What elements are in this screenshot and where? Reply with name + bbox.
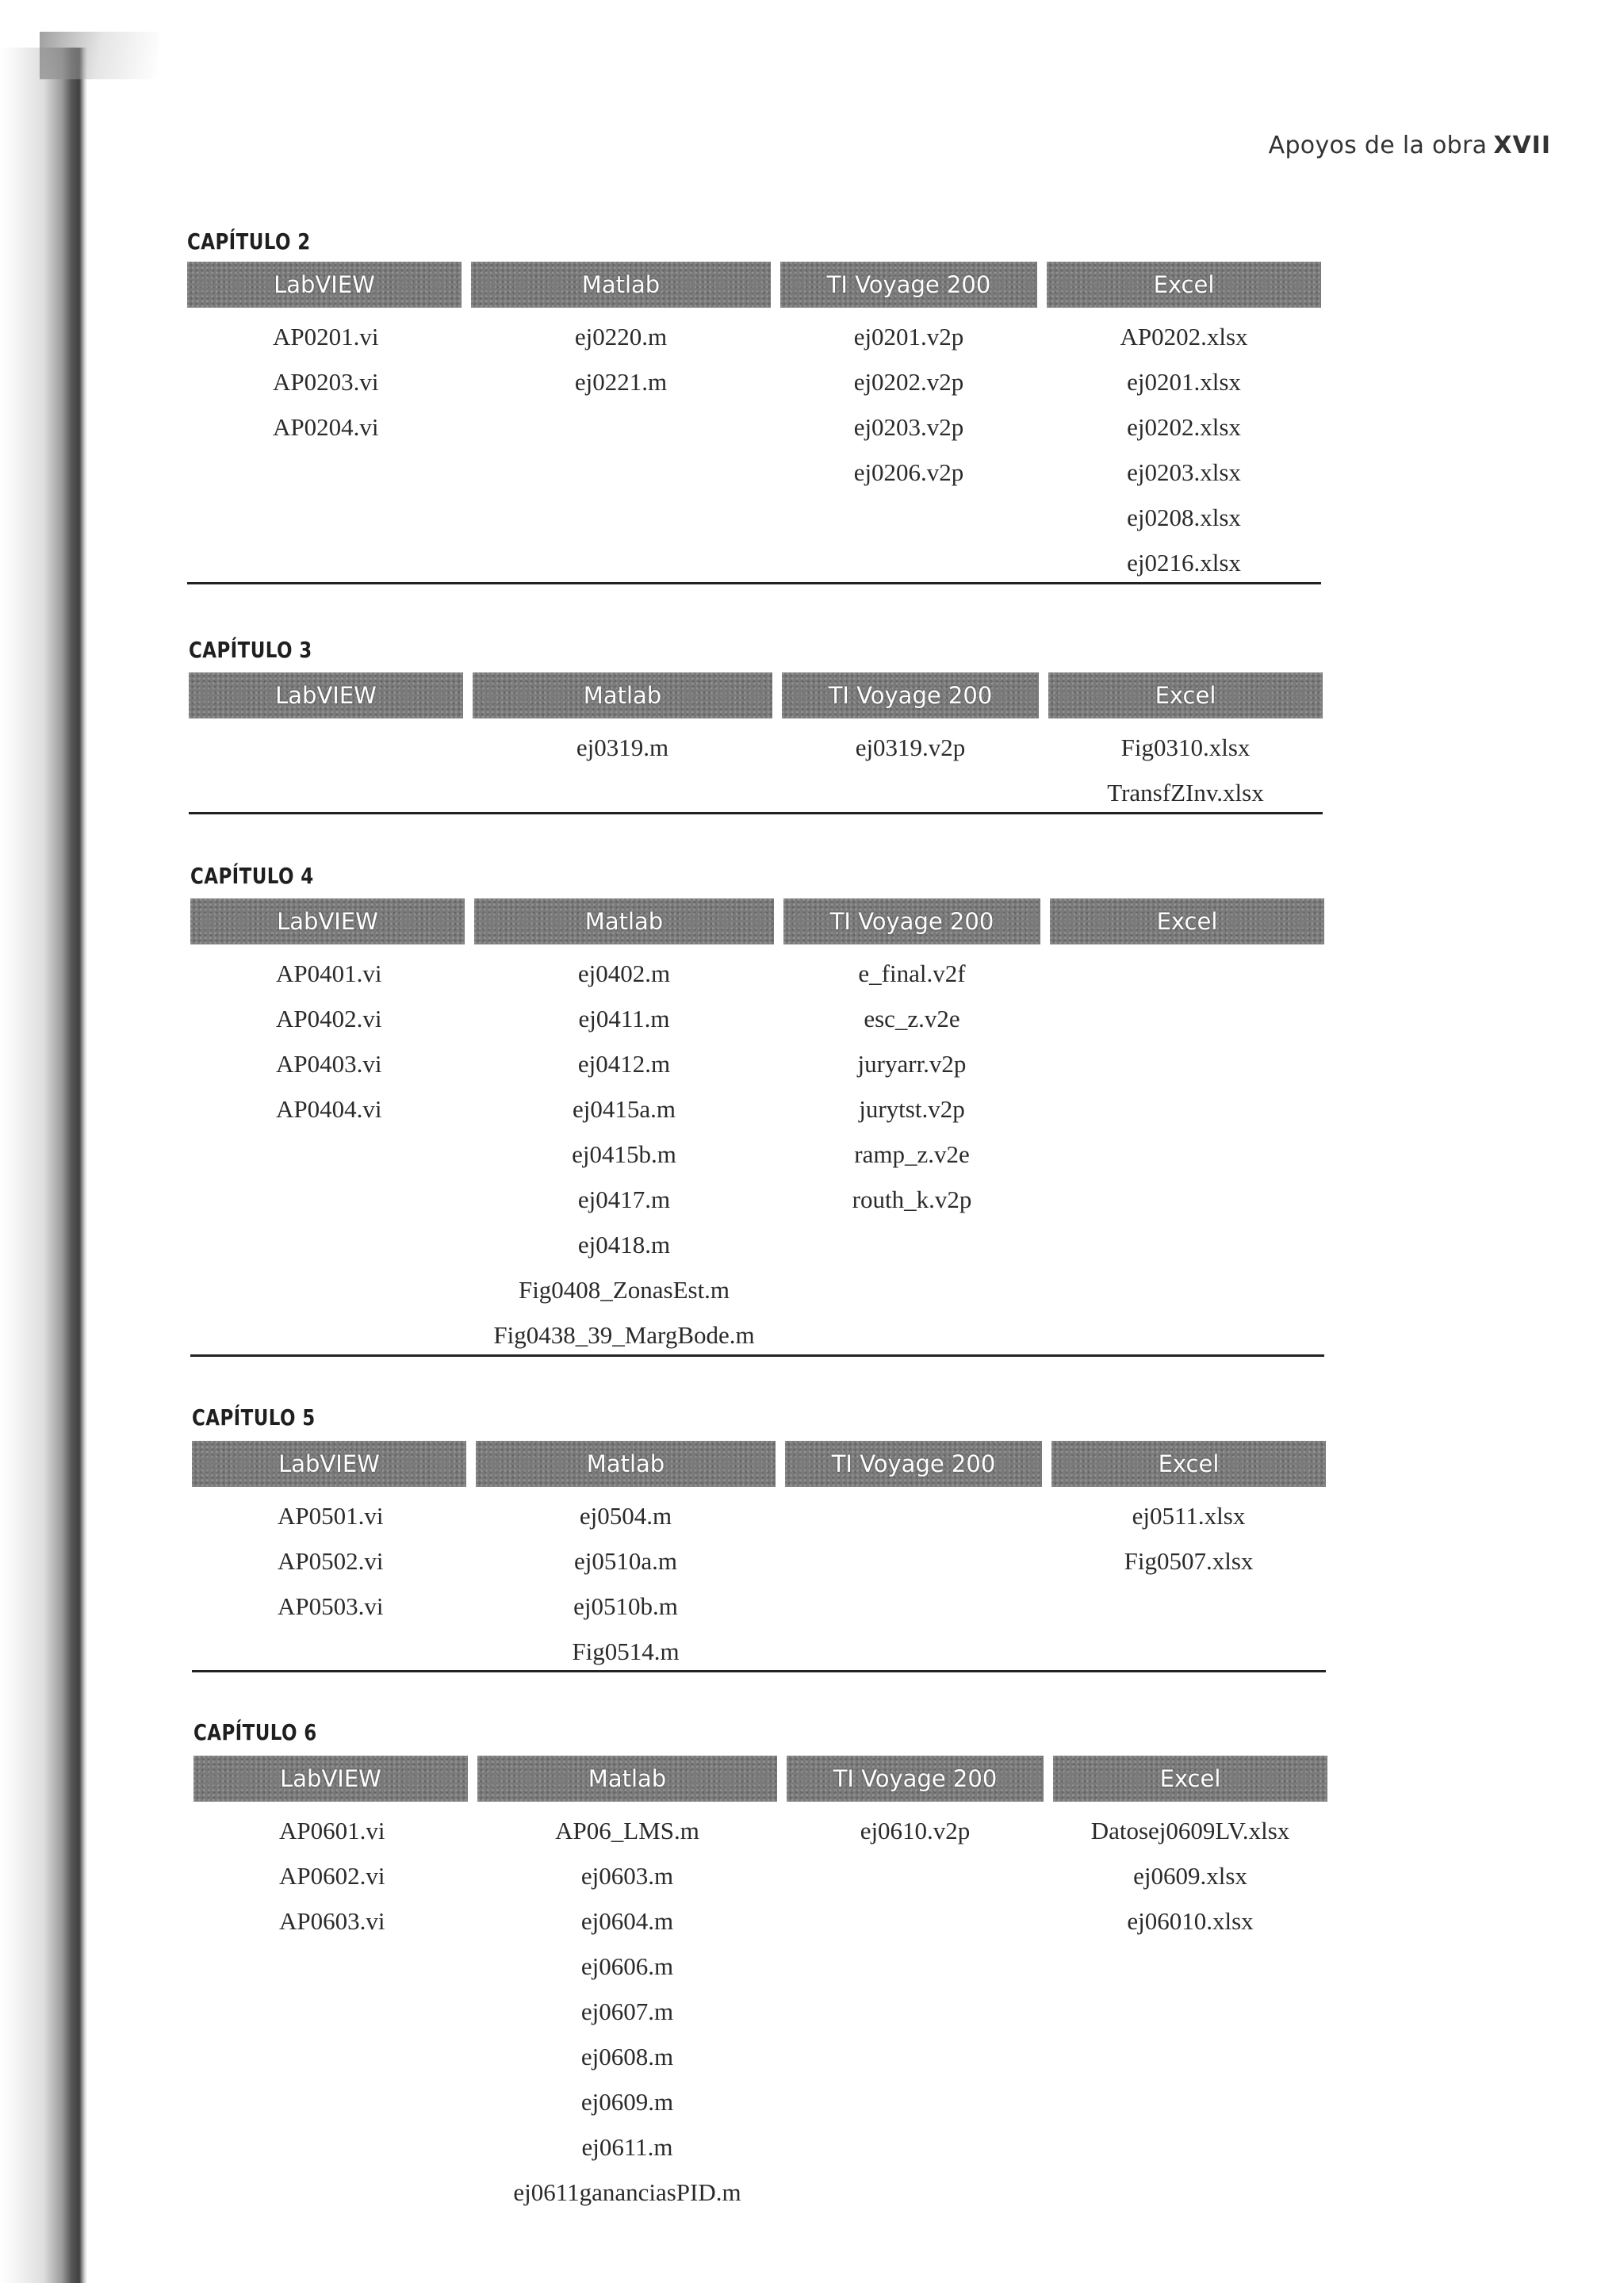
file-name: juryarr.v2p	[857, 1050, 967, 1078]
file-name: ej0610.v2p	[860, 1817, 971, 1844]
file-name: ej0216.xlsx	[1127, 549, 1241, 576]
column-header-labview: LabVIEW	[193, 1756, 468, 1802]
file-name: AP06_LMS.m	[555, 1817, 699, 1844]
file-name: AP0402.vi	[276, 1005, 382, 1032]
file-list-excel	[1051, 1493, 1326, 1584]
file-name: Fig0514.m	[572, 1638, 680, 1665]
chapter-title: CAPÍTULO 5	[192, 1404, 316, 1431]
file-name: AP0503.vi	[278, 1592, 384, 1620]
column-header-ti-voyage-200: TI Voyage 200	[782, 672, 1039, 718]
column-header-excel: Excel	[1051, 1441, 1326, 1487]
chapter-title: CAPÍTULO 3	[189, 637, 312, 663]
file-name: AP0201.vi	[273, 323, 379, 350]
file-name: Fig0408_ZonasEst.m	[518, 1276, 730, 1304]
file-name: ej0607.m	[580, 1998, 674, 2025]
chapter-title: CAPÍTULO 6	[193, 1719, 317, 1745]
file-name: AP0601.vi	[279, 1817, 385, 1844]
file-name: ej0202.xlsx	[1127, 413, 1241, 441]
file-name: ej0221.m	[574, 368, 668, 396]
file-name: ej0319.v2p	[855, 734, 966, 761]
file-name: AP0602.vi	[279, 1862, 385, 1890]
file-name: ej0510b.m	[573, 1592, 678, 1620]
column-header-matlab: Matlab	[474, 898, 774, 944]
file-name: AP0202.xlsx	[1120, 323, 1248, 350]
chapter-title: CAPÍTULO 2	[187, 228, 311, 255]
column-header-labview: LabVIEW	[190, 898, 465, 944]
file-name: ej0606.m	[580, 1952, 674, 1980]
file-name: ej0609.xlsx	[1133, 1862, 1247, 1890]
file-name: Fig0310.xlsx	[1120, 734, 1251, 761]
file-name: ej0203.xlsx	[1127, 458, 1241, 486]
file-list-labview	[190, 951, 465, 1132]
page-number: XVII	[1493, 132, 1551, 159]
file-name: ej0609.m	[580, 2088, 674, 2116]
file-name: AP0203.vi	[273, 368, 379, 396]
column-header-ti-voyage-200: TI Voyage 200	[785, 1441, 1042, 1487]
section-rule	[190, 1354, 1324, 1357]
file-list-ti-voyage-200	[783, 951, 1040, 1222]
column-header-labview: LabVIEW	[192, 1441, 466, 1487]
file-list-labview	[192, 1493, 466, 1629]
file-name: Datosej0609LV.xlsx	[1090, 1817, 1290, 1844]
file-list-excel	[1048, 725, 1323, 815]
file-name: AP0404.vi	[276, 1095, 382, 1123]
file-name: e_final.v2f	[858, 960, 966, 987]
file-name: ramp_z.v2e	[854, 1140, 970, 1168]
file-name: ej0603.m	[580, 1862, 674, 1890]
column-header-excel: Excel	[1048, 672, 1323, 718]
file-name: ej0319.m	[576, 734, 669, 761]
file-name: esc_z.v2e	[864, 1005, 960, 1032]
file-list-matlab	[471, 314, 771, 404]
section-rule	[192, 1670, 1326, 1672]
file-name: ej0402.m	[577, 960, 671, 987]
file-name: ej0611gananciasPID.m	[513, 2178, 741, 2206]
file-name: ej0604.m	[580, 1907, 674, 1935]
column-header-labview: LabVIEW	[187, 262, 462, 308]
file-name: ej0504.m	[579, 1502, 672, 1530]
column-header-matlab: Matlab	[473, 672, 772, 718]
column-header-matlab: Matlab	[471, 262, 771, 308]
file-list-matlab	[476, 1493, 776, 1674]
file-name: ej0511.xlsx	[1132, 1502, 1246, 1530]
file-name: Fig0507.xlsx	[1124, 1547, 1254, 1575]
file-name: ej0202.v2p	[853, 368, 964, 396]
file-name: ej0412.m	[577, 1050, 671, 1078]
section-rule	[187, 582, 1321, 584]
file-name: ej06010.xlsx	[1127, 1907, 1254, 1935]
running-head	[1269, 132, 1551, 159]
file-list-labview	[193, 1808, 468, 1944]
column-header-matlab: Matlab	[477, 1756, 777, 1802]
section-rule	[189, 812, 1323, 814]
file-name: ej0415a.m	[573, 1095, 676, 1123]
file-name: TransfZInv.xlsx	[1107, 779, 1264, 806]
book-spine-shadow	[0, 48, 87, 2283]
file-list-matlab	[477, 1808, 777, 2215]
chapter-title: CAPÍTULO 4	[190, 863, 314, 889]
column-header-ti-voyage-200: TI Voyage 200	[780, 262, 1037, 308]
running-head-text: Apoyos de la obra	[1268, 132, 1488, 159]
file-name: ej0611.m	[581, 2133, 673, 2161]
column-header-excel: Excel	[1047, 262, 1321, 308]
file-name: ej0411.m	[578, 1005, 670, 1032]
file-name: ej0206.v2p	[853, 458, 964, 486]
file-name: ej0208.xlsx	[1127, 504, 1241, 531]
file-list-ti-voyage-200	[782, 725, 1039, 770]
file-name: ej0220.m	[574, 323, 668, 350]
file-name: jurytst.v2p	[859, 1095, 965, 1123]
file-list-labview	[187, 314, 462, 450]
file-list-matlab	[474, 951, 774, 1358]
file-list-matlab	[473, 725, 772, 770]
column-header-excel: Excel	[1053, 1756, 1327, 1802]
file-name: ej0415b.m	[572, 1140, 676, 1168]
column-header-excel: Excel	[1050, 898, 1324, 944]
file-name: AP0401.vi	[276, 960, 382, 987]
file-name: ej0201.v2p	[853, 323, 964, 350]
column-header-ti-voyage-200: TI Voyage 200	[787, 1756, 1044, 1802]
file-list-ti-voyage-200	[780, 314, 1037, 495]
column-header-labview: LabVIEW	[189, 672, 463, 718]
file-name: ej0418.m	[577, 1231, 671, 1258]
file-name: AP0204.vi	[273, 413, 379, 441]
file-name: AP0501.vi	[278, 1502, 384, 1530]
column-header-ti-voyage-200: TI Voyage 200	[783, 898, 1040, 944]
scan-corner-shadow	[40, 32, 159, 79]
column-header-matlab: Matlab	[476, 1441, 776, 1487]
file-name: routh_k.v2p	[852, 1186, 972, 1213]
file-name: ej0510a.m	[574, 1547, 677, 1575]
file-name: Fig0438_39_MargBode.m	[493, 1321, 755, 1349]
file-name: AP0502.vi	[278, 1547, 384, 1575]
file-list-ti-voyage-200	[787, 1808, 1044, 1853]
file-list-excel	[1053, 1808, 1327, 1944]
file-name: ej0201.xlsx	[1127, 368, 1241, 396]
file-list-excel	[1047, 314, 1321, 585]
file-name: ej0417.m	[577, 1186, 671, 1213]
file-name: AP0403.vi	[276, 1050, 382, 1078]
file-name: AP0603.vi	[279, 1907, 385, 1935]
file-name: ej0608.m	[580, 2043, 674, 2070]
file-name: ej0203.v2p	[853, 413, 964, 441]
